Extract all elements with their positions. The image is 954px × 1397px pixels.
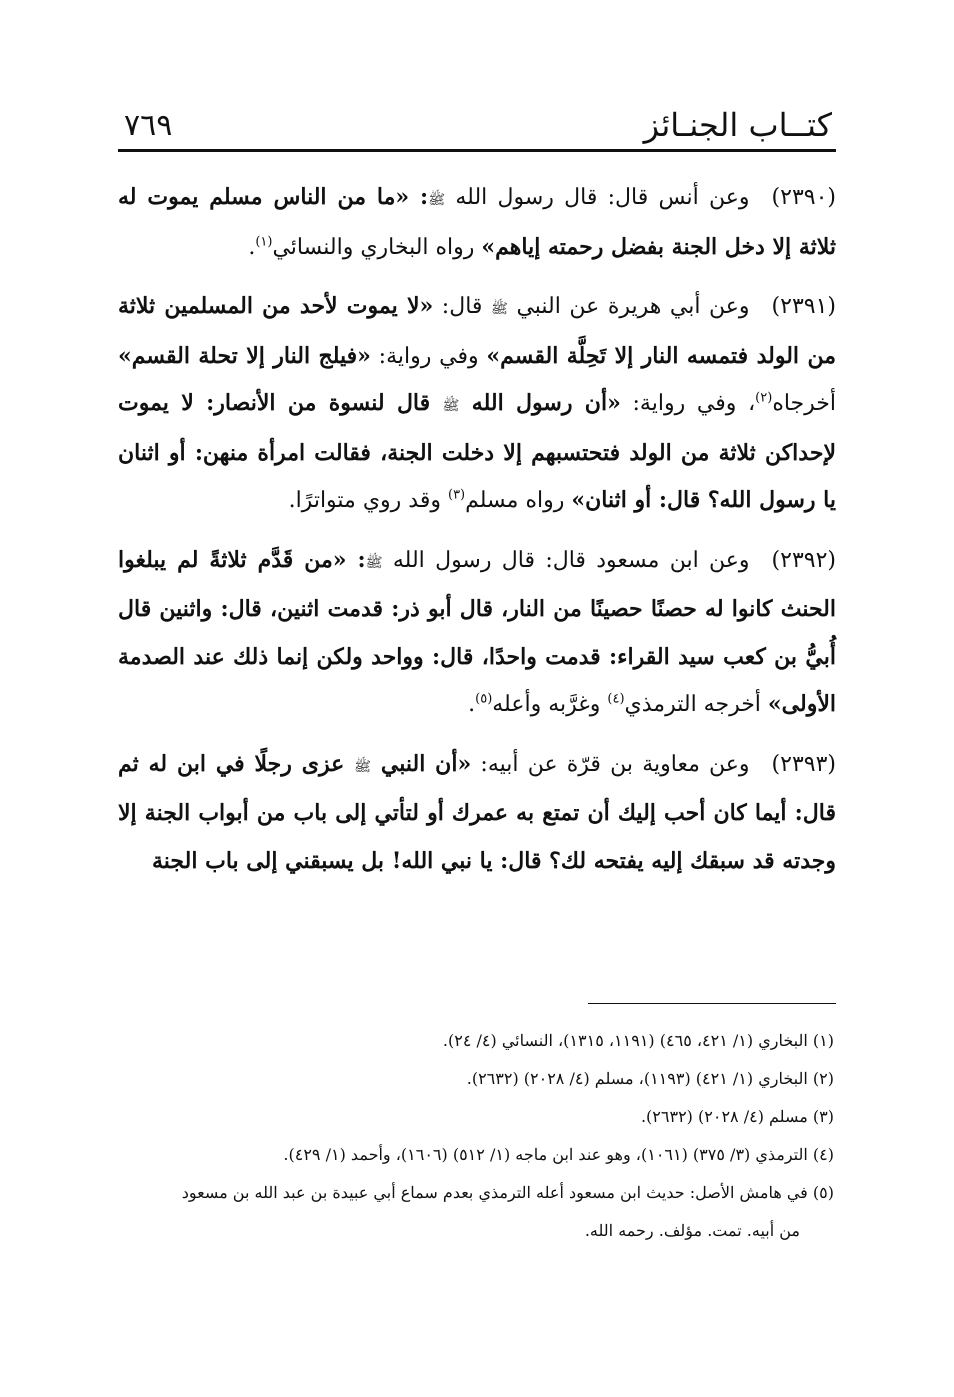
footnote: (٥) في هامش الأصل: حديث ابن مسعود أعله الترمذي بعدم سماع أبي عبيدة بن عبد الله بن مسعود	[181, 1183, 834, 1202]
narration-text: وعن معاوية بن قرّة عن أبيه:	[471, 751, 750, 777]
hadith-quote: قال لنسوة من الأنصار: لا يموت لإحداكن ثلاثة من الولد فتحتسبهم إلا دخلت الجنة، فقالت امرأة منهن: أو اثنان يا رسول الله؟ قال: أو اثنان»	[118, 390, 836, 513]
narration-text: .	[468, 692, 476, 717]
hadith-number: (٢٣٩٠)	[771, 185, 836, 210]
narration-text: أخرجاه	[772, 391, 836, 416]
page-header	[118, 104, 836, 150]
main-text	[118, 174, 836, 897]
footnote: (٢) البخاري (١/ ٤٢١) (١١٩٣)، مسلم (٤/ ٢٠٢٨) (٢٦٣٢).	[466, 1069, 834, 1088]
hadith-quote: «لا يموت لأحد من المسلمين ثلاثة من الولد فتمسه النار إلا تَحِلَّة القسم»	[118, 293, 836, 369]
hadith-quote: «أن رسول الله	[459, 390, 621, 416]
header-rule	[118, 149, 836, 152]
narration-text: وقد روي متواترًا.	[288, 488, 448, 513]
narration-text: وغرَّبه وأعله	[492, 692, 608, 717]
salutation-glyph: ﷺ	[490, 301, 508, 317]
footnote-ref: (١)	[255, 234, 273, 250]
hadith-quote: «أن النبي	[371, 750, 472, 777]
running-head: كتــاب الجنـائز	[643, 106, 832, 144]
hadith-number: (٢٣٩٢)	[771, 547, 836, 573]
footnote-ref: (٥)	[475, 691, 493, 707]
footnote-separator	[588, 1003, 836, 1004]
hadith-quote: : «من قَدَّم ثلاثةً لم يبلغوا الحنث كانوا له حصنًا حصينًا من النار، قال أبو ذر: قدمت اثنين، قال: واثنين قال أُبيُّ بن كعب سيد القراء: قدمت واحدًا، قال: وواحد ولكن إنما ذلك عند الصدمة الأولى»	[118, 546, 836, 717]
page-number: ٧٦٩	[124, 108, 173, 143]
footnotes	[118, 1022, 836, 1250]
footnote-continuation: من أبيه. تمت. مؤلف. رحمه الله.	[584, 1221, 800, 1240]
hadith-number: (٢٣٩٣)	[771, 751, 836, 777]
narration-text: رواه البخاري والنسائي	[272, 234, 482, 260]
hadith-entry	[118, 283, 836, 525]
hadith-entry	[118, 741, 836, 886]
salutation-glyph: ﷺ	[354, 758, 372, 775]
footnote-ref: (٤)	[607, 691, 625, 707]
hadith-quote: «فيلج النار إلا تحلة القسم»	[118, 342, 371, 369]
narration-text: أخرجه الترمذي	[624, 692, 768, 717]
narration-text: قال:	[433, 294, 491, 319]
narration-text: وفي رواية:	[370, 343, 487, 369]
hadith-quote: عزى رجلًا في ابن له ثم قال: أيما كان أحب إليك أن تمتع به عمرك أو لتأتي إلى باب من أبواب الجنة إلا وجدته قد سبقك إليه يفتحه لك؟ قال: يا نبي الله! بل يسبقني إلى باب الجنة	[118, 750, 836, 874]
narration-text: ، وفي رواية:	[620, 391, 756, 416]
hadith-number: (٢٣٩١)	[771, 294, 836, 319]
hadith-quote: : «ما من الناس مسلم يموت له ثلاثة إلا دخل الجنة بفضل رحمته إياهم»	[118, 184, 836, 260]
footnote: (٤) الترمذي (٣/ ٣٧٥) (١٠٦١)، وهو عند ابن ماجه (١/ ٥١٢) (١٦٠٦)، وأحمد (١/ ٤٢٩).	[283, 1145, 834, 1164]
footnote-ref: (٢)	[755, 390, 773, 406]
hadith-entry	[118, 174, 836, 271]
narration-text: رواه مسلم	[465, 488, 572, 513]
footnote-ref: (٣)	[447, 487, 466, 503]
footnote: (٣) مسلم (٤/ ٢٠٢٨) (٢٦٣٢).	[640, 1107, 834, 1126]
salutation-glyph: ﷺ	[442, 398, 460, 414]
footnote: (١) البخاري (١/ ٤٢١، ٤٦٥) (١١٩١، ١٣١٥)، النسائي (٤/ ٢٤).	[442, 1031, 834, 1050]
narration-text: وعن أبي هريرة عن النبي	[507, 294, 750, 319]
salutation-glyph: ﷺ	[365, 554, 383, 571]
narration-text: .	[248, 234, 256, 260]
salutation-glyph: ﷺ	[428, 192, 446, 208]
narration-text: وعن ابن مسعود قال: قال رسول الله	[382, 547, 750, 573]
hadith-entry	[118, 537, 836, 729]
narration-text: وعن أنس قال: قال رسول الله	[445, 185, 750, 210]
